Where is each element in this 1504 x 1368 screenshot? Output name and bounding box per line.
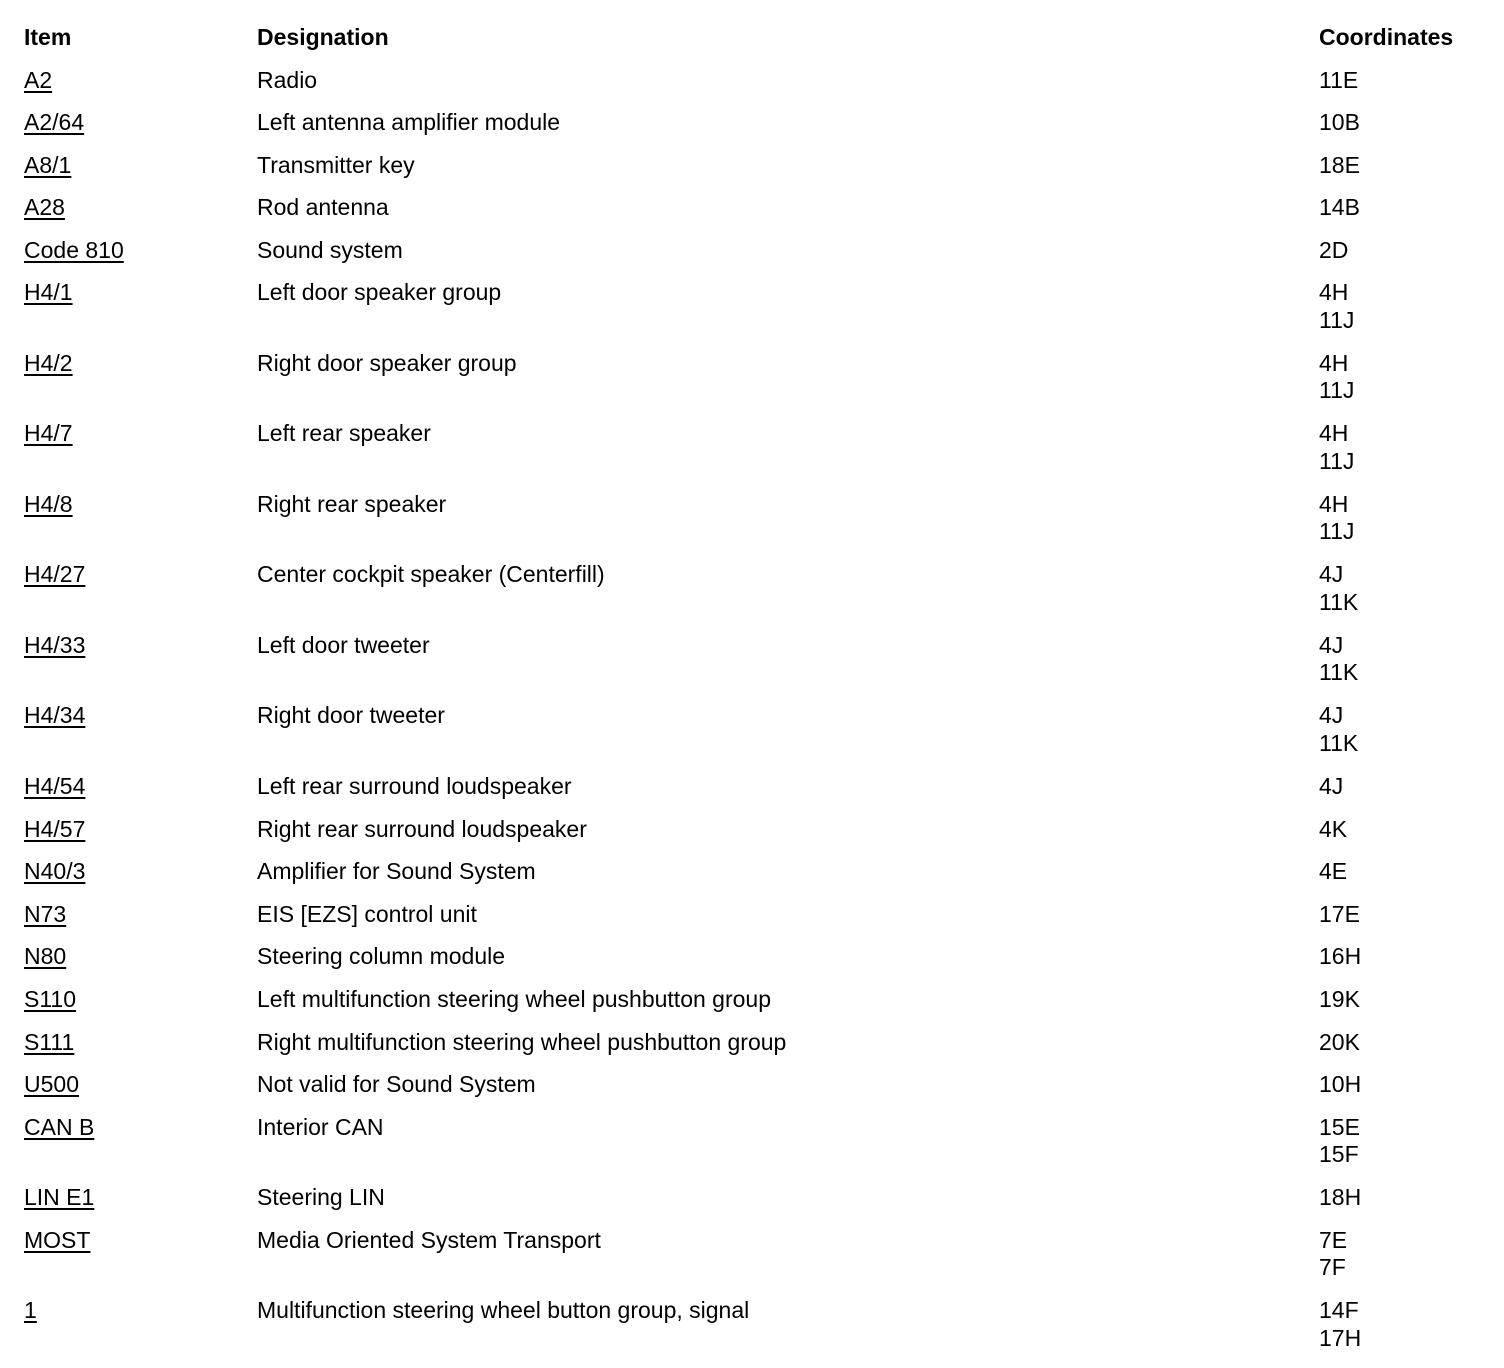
coordinates-cell — [1319, 632, 1484, 703]
designation-text: Right multifunction steering wheel pushbutton group — [257, 1028, 787, 1055]
table-row — [24, 67, 1484, 110]
coordinate-value: 4K — [1319, 815, 1348, 842]
header-coordinates: Coordinates — [1319, 24, 1454, 50]
item-link[interactable]: U500 — [24, 1071, 79, 1098]
coordinates-cell — [1319, 816, 1484, 859]
coordinate-value: 4J — [1319, 702, 1344, 729]
coordinates-cell — [1319, 1114, 1484, 1185]
designation-text: Interior CAN — [257, 1113, 384, 1140]
coordinate-value: 14B — [1319, 194, 1360, 221]
coordinate-value: 4H — [1319, 490, 1349, 517]
item-link[interactable]: N80 — [24, 943, 67, 970]
table-row — [24, 491, 1484, 562]
table-row — [24, 816, 1484, 859]
designation-text: Not valid for Sound System — [257, 1071, 536, 1098]
designation-text: Left antenna amplifier module — [257, 109, 561, 136]
coordinate-value: 11E — [1319, 66, 1359, 93]
coordinate-value: 4H — [1319, 279, 1349, 306]
coordinate-value: 19K — [1319, 985, 1360, 1012]
coordinates-cell — [1319, 237, 1484, 280]
item-link[interactable]: H4/27 — [24, 561, 86, 588]
coordinate-value: 16H — [1319, 943, 1362, 970]
table-row — [24, 1114, 1484, 1185]
coordinates-cell — [1319, 1297, 1484, 1368]
coordinates-cell — [1319, 1071, 1484, 1114]
item-link[interactable]: S111 — [24, 1028, 75, 1055]
coordinate-value: 11J — [1319, 447, 1355, 474]
table-row — [24, 632, 1484, 703]
designation-text: Amplifier for Sound System — [257, 858, 536, 885]
item-link[interactable]: H4/57 — [24, 815, 86, 842]
table-row — [24, 1029, 1484, 1072]
table-header — [24, 24, 1484, 67]
coordinate-value: 11J — [1319, 306, 1355, 333]
item-link[interactable]: H4/1 — [24, 279, 73, 306]
coordinate-value: 20K — [1319, 1028, 1360, 1055]
coordinates-cell — [1319, 152, 1484, 195]
item-link[interactable]: 1 — [24, 1297, 37, 1324]
coordinate-value: 18E — [1319, 151, 1360, 178]
table-row — [24, 858, 1484, 901]
table-row — [24, 773, 1484, 816]
designation-text: Left door speaker group — [257, 279, 502, 306]
designation-text: Rod antenna — [257, 194, 389, 221]
item-link[interactable]: H4/33 — [24, 631, 86, 658]
designation-text: Left multifunction steering wheel pushbutton group — [257, 985, 771, 1012]
item-link[interactable]: S110 — [24, 985, 77, 1012]
coordinate-value: 11K — [1319, 729, 1359, 756]
coordinate-value: 15E — [1319, 1113, 1360, 1140]
coordinate-value: 11K — [1319, 659, 1359, 686]
table-row — [24, 702, 1484, 773]
component-legend-table — [24, 24, 1484, 1368]
coordinate-value: 17H — [1319, 1324, 1362, 1351]
coordinate-value: 7F — [1319, 1254, 1346, 1281]
coordinate-value: 4J — [1319, 561, 1344, 588]
coordinate-value: 4H — [1319, 420, 1349, 447]
table-row — [24, 279, 1484, 350]
table-row — [24, 1184, 1484, 1227]
coordinate-value: 14F — [1319, 1297, 1359, 1324]
coordinates-cell — [1319, 986, 1484, 1029]
designation-text: Left rear speaker — [257, 420, 431, 447]
header-item: Item — [24, 24, 72, 50]
coordinates-cell — [1319, 702, 1484, 773]
coordinate-value: 10B — [1319, 109, 1360, 136]
item-link[interactable]: Code 810 — [24, 236, 124, 263]
designation-text: Radio — [257, 66, 318, 93]
designation-text: Center cockpit speaker (Centerfill) — [257, 561, 605, 588]
item-link[interactable]: A2 — [24, 66, 53, 93]
designation-text: Multifunction steering wheel button group, signal — [257, 1297, 750, 1324]
table-row — [24, 986, 1484, 1029]
coordinates-cell — [1319, 561, 1484, 632]
coordinates-cell — [1319, 943, 1484, 986]
item-link[interactable]: N40/3 — [24, 858, 86, 885]
designation-text: Left rear surround loudspeaker — [257, 772, 572, 799]
item-link[interactable]: A28 — [24, 194, 65, 221]
coordinates-cell — [1319, 901, 1484, 944]
coordinate-value: 10H — [1319, 1071, 1362, 1098]
designation-text: Sound system — [257, 236, 403, 263]
table-row — [24, 420, 1484, 491]
designation-text: Right rear surround loudspeaker — [257, 815, 587, 842]
coordinate-value: 11J — [1319, 518, 1355, 545]
item-link[interactable]: LIN E1 — [24, 1184, 95, 1211]
coordinates-cell — [1319, 491, 1484, 562]
header-designation: Designation — [257, 24, 389, 50]
coordinate-value: 4H — [1319, 349, 1349, 376]
designation-text: Right door tweeter — [257, 702, 445, 729]
coordinate-value: 11K — [1319, 588, 1359, 615]
coordinates-cell — [1319, 67, 1484, 110]
item-link[interactable]: H4/34 — [24, 702, 86, 729]
coordinates-cell — [1319, 773, 1484, 816]
item-link[interactable]: A8/1 — [24, 151, 72, 178]
coordinates-cell — [1319, 279, 1484, 350]
designation-text: Right rear speaker — [257, 490, 447, 517]
coordinate-value: 15F — [1319, 1141, 1359, 1168]
coordinates-cell — [1319, 1184, 1484, 1227]
designation-text: Steering column module — [257, 943, 506, 970]
designation-text: EIS [EZS] control unit — [257, 900, 477, 927]
coordinates-cell — [1319, 1227, 1484, 1298]
coordinate-value: 4E — [1319, 858, 1348, 885]
item-link[interactable]: H4/8 — [24, 490, 73, 517]
item-link[interactable]: A2/64 — [24, 109, 85, 136]
item-link[interactable]: H4/2 — [24, 349, 73, 376]
item-link[interactable]: H4/7 — [24, 420, 73, 447]
designation-text: Steering LIN — [257, 1184, 385, 1211]
table-row — [24, 237, 1484, 280]
item-link[interactable]: N73 — [24, 900, 67, 927]
table-row — [24, 901, 1484, 944]
coordinates-cell — [1319, 1029, 1484, 1072]
item-link[interactable]: MOST — [24, 1226, 91, 1253]
table-row — [24, 152, 1484, 195]
coordinates-cell — [1319, 109, 1484, 152]
table-row — [24, 943, 1484, 986]
designation-text: Media Oriented System Transport — [257, 1226, 601, 1253]
designation-text: Left door tweeter — [257, 631, 430, 658]
table-row — [24, 1227, 1484, 1298]
table-row — [24, 1297, 1484, 1368]
coordinates-cell — [1319, 194, 1484, 237]
coordinates-cell — [1319, 858, 1484, 901]
table-row — [24, 350, 1484, 421]
item-link[interactable]: H4/54 — [24, 772, 86, 799]
table-row — [24, 109, 1484, 152]
designation-text: Transmitter key — [257, 151, 415, 178]
table-row — [24, 561, 1484, 632]
coordinate-value: 7E — [1319, 1226, 1348, 1253]
coordinates-cell — [1319, 420, 1484, 491]
table-row — [24, 194, 1484, 237]
coordinate-value: 4J — [1319, 631, 1344, 658]
coordinate-value: 18H — [1319, 1184, 1362, 1211]
coordinates-cell — [1319, 350, 1484, 421]
coordinate-value: 11J — [1319, 377, 1355, 404]
table-row — [24, 1071, 1484, 1114]
table-body — [24, 67, 1484, 1368]
item-link[interactable]: CAN B — [24, 1113, 95, 1140]
designation-text: Right door speaker group — [257, 349, 517, 376]
coordinate-value: 17E — [1319, 900, 1360, 927]
coordinate-value: 2D — [1319, 236, 1349, 263]
coordinate-value: 4J — [1319, 772, 1344, 799]
